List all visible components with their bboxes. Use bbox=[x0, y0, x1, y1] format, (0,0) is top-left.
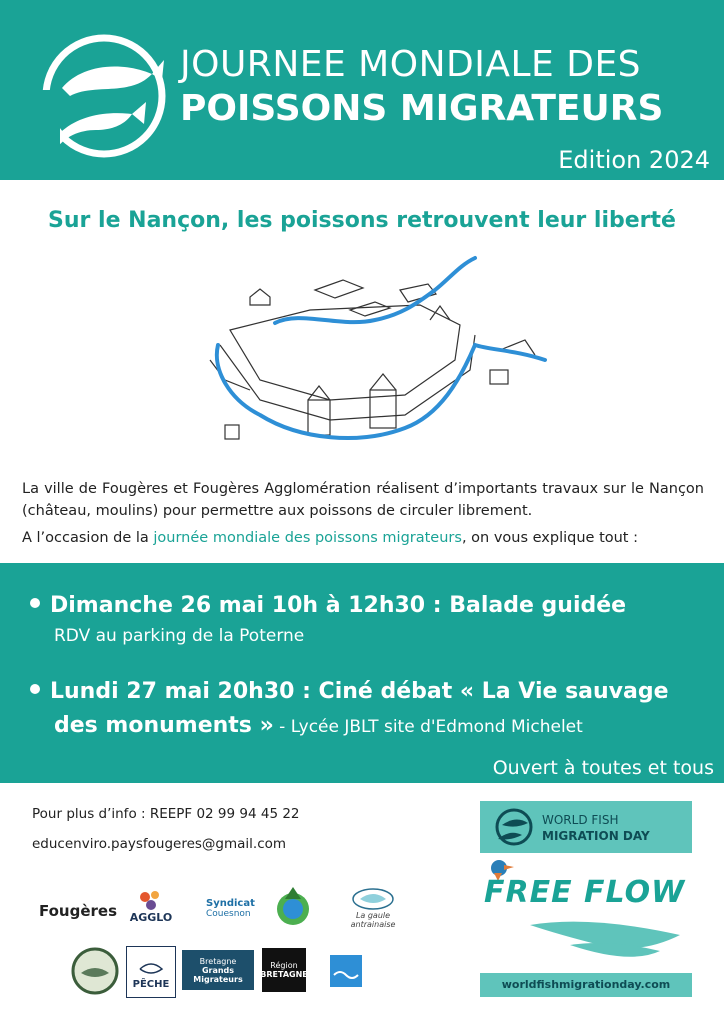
occasion-text-before: A l’occasion de la bbox=[22, 530, 154, 546]
header-banner bbox=[0, 0, 724, 180]
fishing-fish-icon bbox=[136, 955, 166, 979]
wfmd-title-line1: WORLD FISH bbox=[542, 813, 619, 827]
earth-tree-icon bbox=[272, 885, 314, 927]
region-bretagne-logo: Région BRETAGNE bbox=[262, 948, 306, 992]
fougeres-logo: Fougères bbox=[38, 902, 118, 920]
fish-drawing-icon bbox=[350, 885, 396, 911]
wfmd-url[interactable]: worldfishmigrationday.com bbox=[480, 973, 692, 997]
fish-school-icon bbox=[520, 915, 690, 965]
occasion-sentence bbox=[22, 530, 704, 546]
gaule-antrainaise-logo: La gaule antrainaise bbox=[334, 884, 412, 930]
events-section bbox=[0, 563, 724, 783]
edition-label: Edition 2024 bbox=[558, 146, 710, 174]
event-1-title: Dimanche 26 mai 10h à 12h30 : Balade guidée bbox=[30, 593, 626, 618]
contact-email[interactable]: educenviro.paysfougeres@gmail.com bbox=[32, 836, 287, 852]
reepf-logo bbox=[268, 882, 318, 930]
headline: Sur le Nançon, les poissons retrouvent leur liberté bbox=[48, 208, 676, 233]
syndicat-couesnon-logo: Syndicat Couesnon bbox=[206, 897, 255, 919]
water-agency-icon bbox=[328, 953, 364, 989]
title-line-1: JOURNEE MONDIALE DES bbox=[180, 44, 642, 85]
bullet-icon bbox=[30, 684, 40, 694]
intro-paragraph: La ville de Fougères et Fougères Agglomération réalisent d’importants travaux sur le Nançon (château, moulins) pour permettre aux poissons de circuler librement. bbox=[22, 481, 704, 519]
wfmd-banner bbox=[480, 801, 692, 853]
event-2-title: Lundi 27 mai 20h30 : Ciné débat « La Vie sauvage bbox=[30, 679, 669, 704]
event-1-detail: RDV au parking de la Poterne bbox=[54, 626, 305, 646]
title-line-2: POISSONS MIGRATEURS bbox=[180, 88, 664, 129]
open-to-all-label: Ouvert à toutes et tous bbox=[492, 757, 714, 779]
bretagne-grands-migrateurs-logo: Bretagne Grands Migrateurs bbox=[182, 950, 254, 990]
free-flow-slogan: FREE FLOW bbox=[484, 875, 686, 910]
wfmd-card bbox=[480, 797, 692, 997]
peche-logo: PÊCHE bbox=[126, 946, 176, 998]
event-2-title-line2: des monuments » - Lycée JBLT site d'Edmond Michelet bbox=[54, 713, 583, 738]
aappma-logo bbox=[70, 946, 120, 996]
bullet-icon bbox=[30, 598, 40, 608]
agglo-logo: AGGLO bbox=[126, 884, 176, 928]
castle-sketch-illustration bbox=[190, 250, 550, 460]
agglo-dots-icon bbox=[137, 889, 165, 911]
contact-info: Pour plus d’info : REEPF 02 99 94 45 22 bbox=[32, 806, 300, 822]
occasion-link[interactable]: journée mondiale des poissons migrateurs bbox=[153, 530, 462, 546]
agence-eau-logo bbox=[322, 946, 370, 996]
fish-logo-icon bbox=[40, 30, 168, 160]
occasion-text-after: , on vous explique tout : bbox=[461, 530, 638, 546]
round-badge-icon bbox=[71, 947, 119, 995]
event-2-detail: - Lycée JBLT site d'Edmond Michelet bbox=[273, 717, 583, 737]
wfmd-fish-icon bbox=[494, 807, 534, 847]
wfmd-title-line2: MIGRATION DAY bbox=[542, 829, 650, 843]
